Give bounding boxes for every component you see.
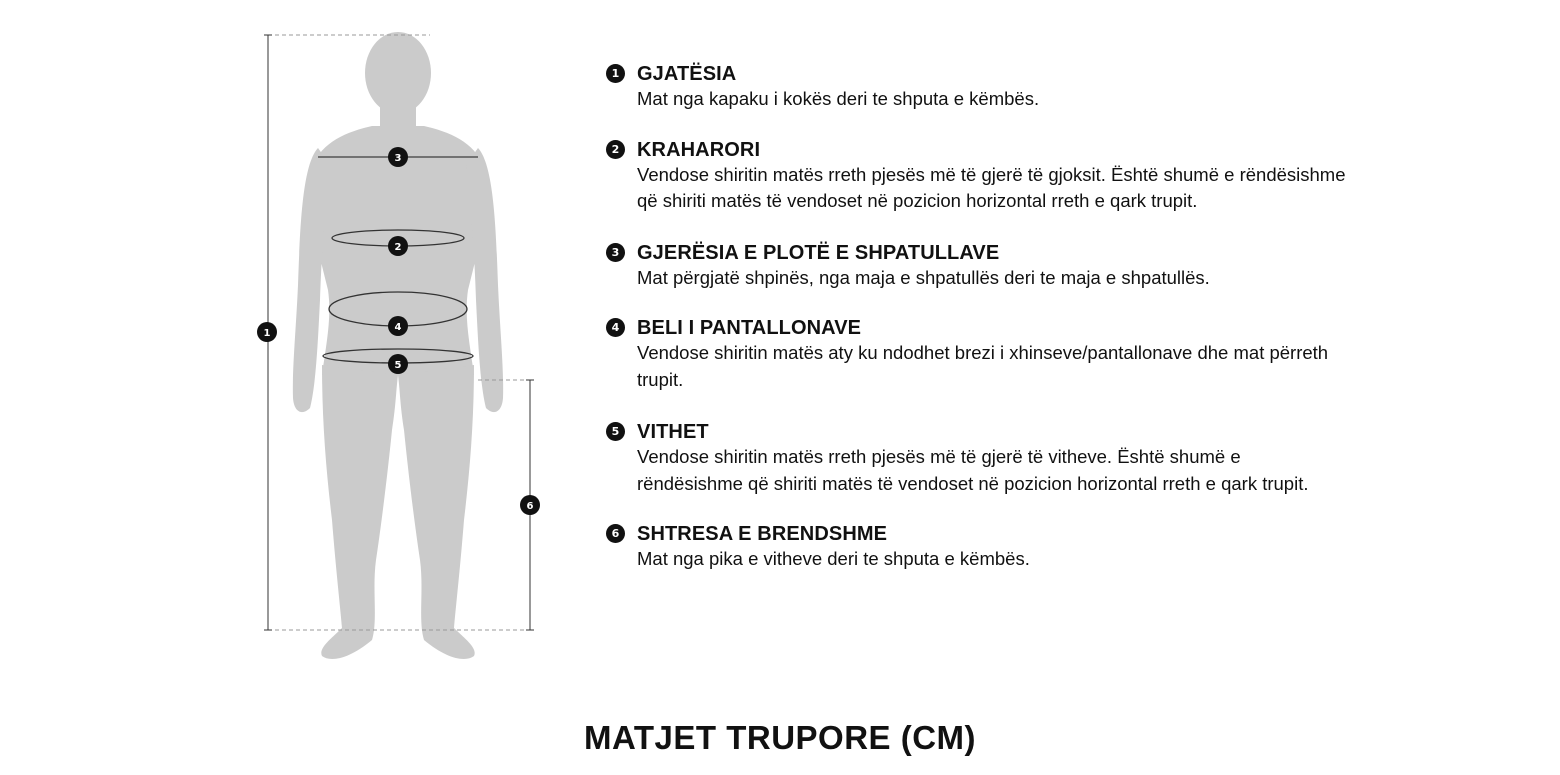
measurement-item-height xyxy=(606,62,1346,113)
svg-text:5: 5 xyxy=(394,360,402,371)
item-description: Mat nga pika e vitheve deri te shputa e këmbës. xyxy=(637,548,1030,569)
item-title: GJERËSIA E PLOTË E SHPATULLAVE xyxy=(637,241,1000,264)
measurement-item-shoulders xyxy=(606,241,1346,292)
item-description: Mat përgjatë shpinës, nga maja e shpatullës deri te maja e shpatullës. xyxy=(637,266,1210,288)
item-number-badge: 2 xyxy=(606,140,625,159)
item-title: KRAHARORI xyxy=(637,138,761,161)
item-number-badge: 6 xyxy=(606,524,625,543)
page-title: MATJET TRUPORE (CM) xyxy=(583,719,977,756)
measurement-list xyxy=(606,62,1346,573)
silhouette-right-leg xyxy=(398,365,475,659)
item-title: GJATËSIA xyxy=(637,63,737,85)
svg-text:4: 4 xyxy=(394,322,402,333)
marker-hips xyxy=(388,354,408,374)
marker-inseam xyxy=(520,495,540,515)
marker-chest xyxy=(388,236,408,256)
silhouette-left-leg xyxy=(321,365,398,659)
measurement-item-waist xyxy=(606,316,1346,393)
item-number-badge: 3 xyxy=(606,243,625,262)
svg-text:1: 1 xyxy=(263,328,271,339)
item-description: Vendose shiritin matës rreth pjesës më të gjerë të gjoksit. Është shumë e rëndësishme që shiriti matës të vendoset në pozicion horizontal rreth e qark trupit. xyxy=(637,163,1346,211)
measurement-item-chest xyxy=(606,138,1346,215)
item-number-badge: 5 xyxy=(606,422,625,441)
item-title: SHTRESA E BRENDSHME xyxy=(637,523,888,545)
measurement-item-inseam xyxy=(606,522,1346,573)
marker-height xyxy=(257,322,277,342)
svg-text:3: 3 xyxy=(394,153,402,164)
item-number-badge: 1 xyxy=(606,64,625,83)
item-title: BELI I PANTALLONAVE xyxy=(637,317,862,339)
svg-text:2: 2 xyxy=(394,242,402,253)
item-description: Mat nga kapaku i kokës deri te shputa e këmbës. xyxy=(637,88,1040,109)
item-description: Vendose shiritin matës rreth pjesës më të gjerë të vitheve. Është shumë e rëndësishme që shiriti matës të vendoset në pozicion horizontal rreth e qark trupit. xyxy=(637,446,1309,494)
body-silhouette xyxy=(293,32,503,659)
item-number-badge: 4 xyxy=(606,318,625,337)
item-title: VITHET xyxy=(637,421,709,443)
svg-text:6: 6 xyxy=(526,501,534,512)
marker-waist xyxy=(388,316,408,336)
marker-shoulders xyxy=(388,147,408,167)
item-description: Vendose shiritin matës aty ku ndodhet brezi i xhinseve/pantallonave dhe mat përreth trupit. xyxy=(637,342,1329,390)
measurement-item-hips xyxy=(606,420,1346,497)
